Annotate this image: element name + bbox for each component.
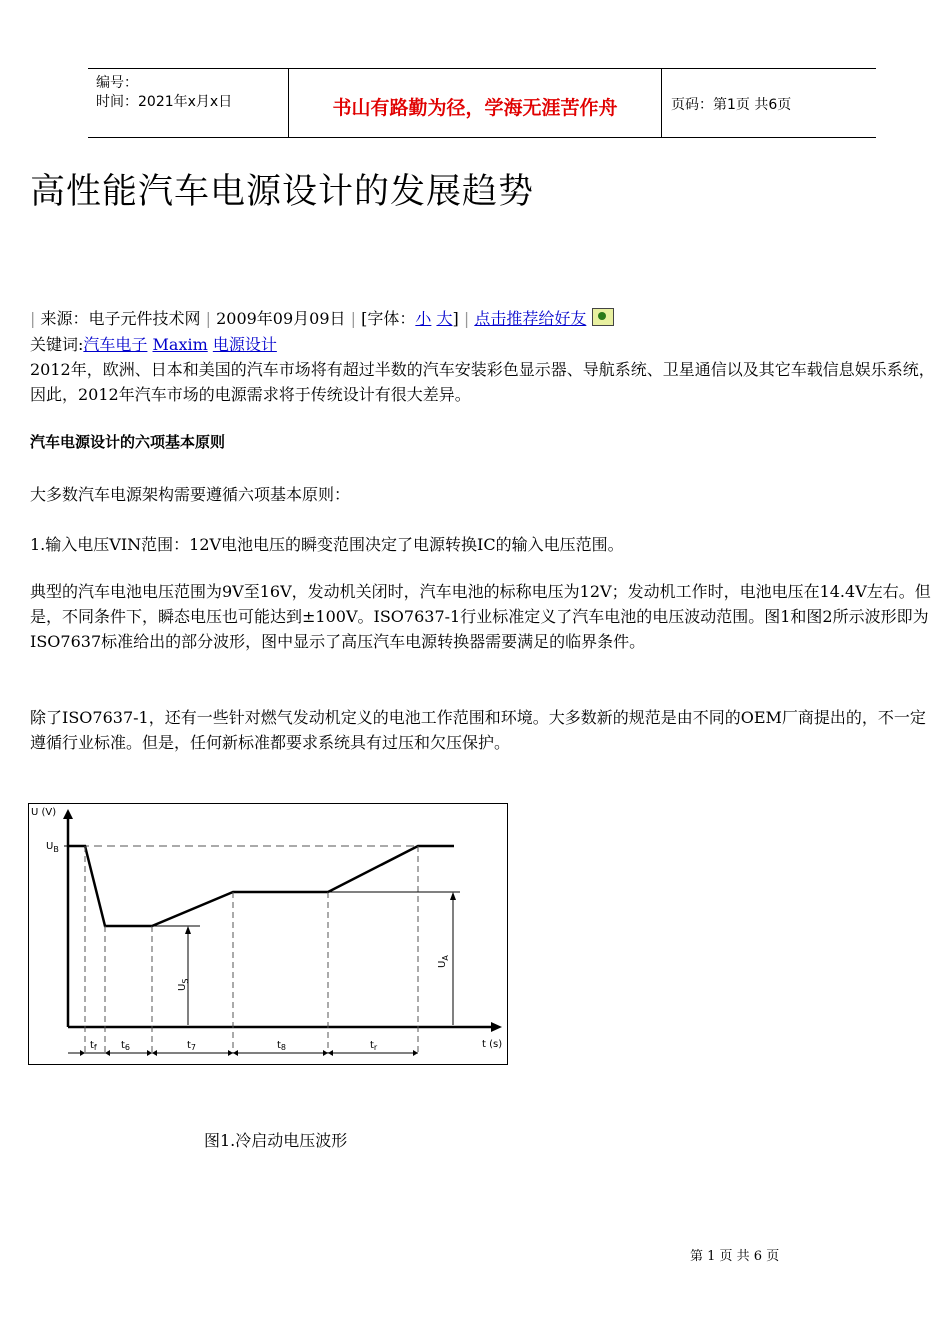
header-left-cell [88,69,288,137]
separator: | [30,309,36,328]
paragraph-1: 大多数汽车电源架构需要遵循六项基本原则： [30,485,351,504]
page-footer: 第 1 页 共 6 页 [690,1249,780,1264]
paragraph-2: 1.输入电压VIN范围：12V电池电压的瞬变范围决定了电源转换IC的输入电压范围。 [30,535,624,554]
page-title: 高性能汽车电源设计的发展趋势 [30,172,535,212]
keyword-link[interactable]: 电源设计 [212,335,277,354]
header-table [88,68,876,138]
keywords-label: 关键词: [30,335,84,354]
y-axis-label: U (V) [31,807,57,818]
keyword-link[interactable]: Maxim [152,335,208,354]
time-label-tf: $t_f$ [90,1040,97,1052]
header-motto-cell [288,69,662,137]
section-heading: 汽车电源设计的六项基本原则 [30,433,226,451]
keyword-link[interactable]: 汽车电子 [83,335,148,354]
page-info: 页码：第1页 共6页 [671,97,792,113]
source-text: 来源：电子元件技术网 [40,309,201,328]
figure-border [29,804,508,1065]
time-label-tr: $t_r$ [370,1040,378,1052]
font-size-close: ] [452,309,459,328]
paragraph-4: 除了ISO7637-1，还有一些针对燃气发动机定义的电池工作范围和环境。大多数新的规范是由不同的OEM厂商提出的，不一定遵循行业标准。但是，任何新标准都要求系统具有过压和欠压保护。 [30,708,926,752]
date-text: 2009年09月09日 [216,309,346,328]
waveform-diagram [28,803,508,1065]
separator: | [350,309,357,328]
font-small-link[interactable]: 小 [415,309,432,328]
separator: | [205,309,211,328]
figure-caption: 图1.冷启动电压波形 [204,1131,348,1150]
font-size-label: [字体： [361,309,416,328]
recommend-icon[interactable] [592,308,614,326]
time-label: 时间：2021年x月x日 [96,94,233,110]
x-axis-label: t (s) [482,1039,503,1050]
motto-text: 书山有路勤为径，学海无涯苦作舟 [332,97,618,119]
us-label: $U_S$ [177,978,190,991]
separator: | [463,309,470,328]
time-label-t7: $t_7$ [187,1040,197,1052]
paragraph-3: 典型的汽车电池电压范围为9V至16V，发动机关闭时，汽车电池的标称电压为12V；发动机工作时，电池电压在14.4V左右。但是，不同条件下，瞬态电压也可能达到±100V。ISO7637-1行业标准定义了汽车电池的电压波动范围。图1和图2所示波形即为ISO7637标准给出的部分波形，图中显示了高压汽车电源转换器需要满足的临界条件。 [30,582,931,651]
intro-paragraph: 2012年，欧洲、日本和美国的汽车市场将有超过半数的汽车安装彩色显示器、导航系统、卫星通信以及其它车载信息娱乐系统，因此，2012年汽车市场的电源需求将于传统设计有很大差异。 [30,360,935,404]
keywords-line [30,332,277,355]
ub-label: $U_B$ [46,841,59,854]
font-large-link[interactable]: 大 [436,309,453,328]
header-page-cell [661,69,876,137]
recommend-link[interactable]: 点击推荐给好友 [474,309,587,328]
time-label-t8: $t_8$ [277,1040,287,1052]
ua-label: $U_A$ [437,955,450,968]
article-meta [30,306,614,329]
number-label: 编号： [96,75,138,91]
time-label-t6: $t_6$ [121,1040,131,1052]
figure-cold-start-waveform [28,803,508,1065]
